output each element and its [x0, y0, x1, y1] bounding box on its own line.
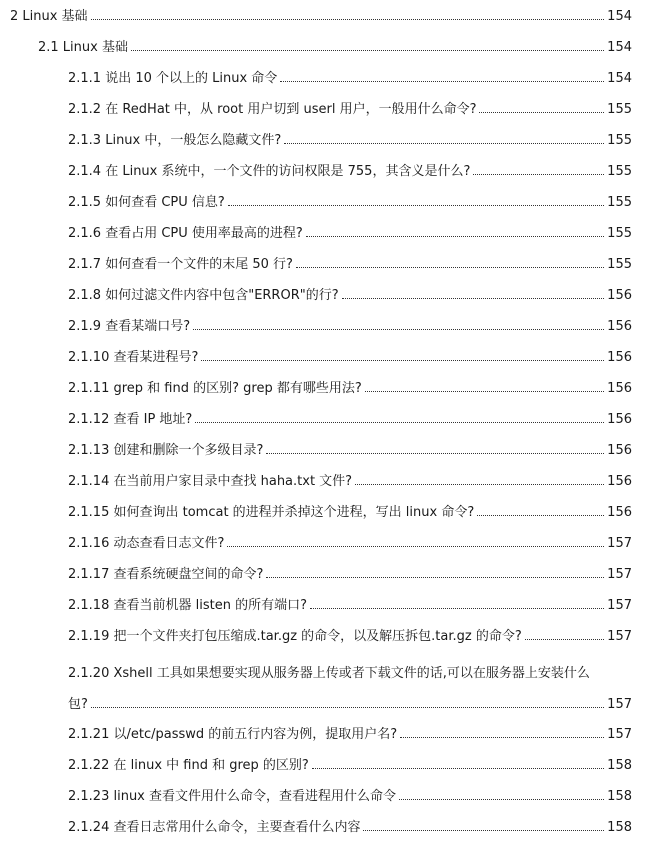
toc-item-entry[interactable]: [68, 566, 632, 584]
toc-entry-page: 157: [607, 727, 632, 742]
toc-entry-page: 155: [607, 164, 632, 179]
toc-entry-page: 156: [607, 412, 632, 427]
toc-entry-title: 2.1.6 查看占用 CPU 使用率最高的进程?: [68, 226, 303, 241]
toc-entry-page: 156: [607, 505, 632, 520]
toc-item-entry[interactable]: [68, 194, 632, 212]
toc-entry-page: 154: [607, 40, 632, 55]
toc-wrapped-entry-continuation[interactable]: [68, 696, 632, 714]
toc-entry-title: 2.1.4 在 Linux 系统中，一个文件的访问权限是 755，其含义是什么?: [68, 164, 471, 179]
dot-leader: [193, 329, 604, 330]
toc-item-entry[interactable]: [68, 349, 632, 367]
toc-entry-page: 156: [607, 350, 632, 365]
toc-entry-page: 155: [607, 226, 632, 241]
dot-leader: [355, 484, 604, 485]
toc-entry-title: 2.1.18 查看当前机器 listen 的所有端口?: [68, 598, 307, 613]
dot-leader: [479, 112, 604, 113]
dot-leader: [525, 639, 604, 640]
toc-entry-title: 2.1.23 linux 查看文件用什么命令，查看进程用什么命令: [68, 789, 397, 804]
toc-entry-title: 2.1.21 以/etc/passwd 的前五行内容为例，提取用户名?: [68, 727, 398, 742]
dot-leader: [365, 391, 604, 392]
toc-entry-page: 157: [607, 598, 632, 613]
dot-leader: [201, 360, 604, 361]
dot-leader: [280, 81, 604, 82]
toc-entry-page: 154: [607, 71, 632, 86]
toc-entry-page: 157: [607, 629, 632, 644]
toc-entry-title: 2.1.3 Linux 中，一般怎么隐藏文件?: [68, 133, 282, 148]
dot-leader: [312, 768, 604, 769]
toc-entry-page: 156: [607, 288, 632, 303]
toc-entry-page: 155: [607, 133, 632, 148]
dot-leader: [473, 174, 604, 175]
toc-entry-title: 2.1.22 在 linux 中 find 和 grep 的区别?: [68, 758, 309, 773]
toc-entry-title: 2.1.8 如何过滤文件内容中包含"ERROR"的行?: [68, 288, 339, 303]
toc-entry-page: 157: [607, 697, 632, 712]
dot-leader: [195, 422, 604, 423]
toc-entry-title: 2.1.13 创建和删除一个多级目录?: [68, 443, 264, 458]
toc-entry-title: 2.1.14 在当前用户家目录中查找 haha.txt 文件?: [68, 474, 353, 489]
toc-item-entry[interactable]: [68, 757, 632, 775]
toc-item-entry[interactable]: [68, 628, 632, 646]
toc-entry-title: 2.1.19 把一个文件夹打包压缩成.tar.gz 的命令，以及解压拆包.tar.gz 的命令?: [68, 629, 522, 644]
toc-entry-page: 155: [607, 257, 632, 272]
toc-entry-title-line1: 2.1.20 Xshell 工具如果想要实现从服务器上传或者下载文件的话,可以在服务器上安装什么: [68, 666, 590, 681]
toc-entry-page: 154: [607, 9, 632, 24]
dot-leader: [284, 143, 604, 144]
toc-entry-title: 2.1.9 查看某端口号?: [68, 319, 191, 334]
toc-entry-title: 2.1.7 如何查看一个文件的末尾 50 行?: [68, 257, 293, 272]
dot-leader: [91, 707, 604, 708]
toc-item-entry[interactable]: [68, 70, 632, 88]
toc-wrapped-entry[interactable]: [68, 665, 632, 683]
dot-leader: [266, 577, 604, 578]
dot-leader: [400, 737, 604, 738]
toc-entry-title: 2.1 Linux 基础: [38, 40, 128, 55]
toc-entry-page: 155: [607, 102, 632, 117]
toc-section-entry[interactable]: [38, 39, 632, 57]
toc-item-entry[interactable]: [68, 442, 632, 460]
toc-entry-page: 155: [607, 195, 632, 210]
toc-entry-page: 156: [607, 319, 632, 334]
dot-leader: [477, 515, 604, 516]
toc-entry-page: 158: [607, 789, 632, 804]
toc-entry-title: 2.1.10 查看某进程号?: [68, 350, 199, 365]
toc-entry-title: 2.1.1 说出 10 个以上的 Linux 命令: [68, 71, 278, 86]
toc-item-entry[interactable]: [68, 504, 632, 522]
toc-entry-title-line2: 包?: [68, 697, 88, 712]
dot-leader: [310, 608, 604, 609]
toc-entry-title: 2.1.24 查看日志常用什么命令，主要查看什么内容: [68, 820, 361, 835]
dot-leader: [266, 453, 604, 454]
toc-item-entry[interactable]: [68, 788, 632, 806]
toc-entry-title: 2.1.16 动态查看日志文件?: [68, 536, 225, 551]
toc-entry-title: 2.1.5 如何查看 CPU 信息?: [68, 195, 225, 210]
dot-leader: [342, 298, 605, 299]
toc-entry-title: 2 Linux 基础: [10, 9, 88, 24]
toc-entry-page: 158: [607, 758, 632, 773]
toc-item-entry[interactable]: [68, 535, 632, 553]
toc-entry-title: 2.1.15 如何查询出 tomcat 的进程并杀掉这个进程，写出 linux 命令?: [68, 505, 475, 520]
toc-entry-page: 156: [607, 443, 632, 458]
toc-entry-page: 156: [607, 381, 632, 396]
toc-item-entry[interactable]: [68, 597, 632, 615]
toc-entry-page: 157: [607, 567, 632, 582]
dot-leader: [91, 19, 605, 20]
toc-item-entry[interactable]: [68, 163, 632, 181]
toc-entry-page: 157: [607, 536, 632, 551]
toc-entry-title: 2.1.2 在 RedHat 中，从 root 用户切到 userl 用户，一般用什么命令?: [68, 102, 477, 117]
toc-entry-page: 158: [607, 820, 632, 835]
toc-item-entry[interactable]: [68, 256, 632, 274]
dot-leader: [228, 205, 604, 206]
dot-leader: [399, 799, 604, 800]
toc-item-entry[interactable]: [68, 726, 632, 744]
toc-item-entry[interactable]: [68, 411, 632, 429]
toc-item-entry[interactable]: [68, 287, 632, 305]
toc-item-entry[interactable]: [68, 473, 632, 491]
dot-leader: [227, 546, 604, 547]
toc-entry-title: 2.1.17 查看系统硬盘空间的命令?: [68, 567, 264, 582]
toc-chapter-entry[interactable]: [10, 8, 632, 26]
toc-item-entry[interactable]: [68, 318, 632, 336]
toc-entry-title: 2.1.12 查看 IP 地址?: [68, 412, 193, 427]
dot-leader: [296, 267, 604, 268]
dot-leader: [363, 830, 604, 831]
toc-item-entry[interactable]: [68, 819, 632, 837]
toc-entry-page: 156: [607, 474, 632, 489]
dot-leader: [131, 50, 604, 51]
toc-item-entry[interactable]: [68, 132, 632, 150]
toc-entry-title: 2.1.11 grep 和 find 的区别? grep 都有哪些用法?: [68, 381, 362, 396]
toc-item-entry[interactable]: [68, 225, 632, 243]
toc-item-entry[interactable]: [68, 101, 632, 119]
toc-item-entry[interactable]: [68, 380, 632, 398]
dot-leader: [306, 236, 604, 237]
